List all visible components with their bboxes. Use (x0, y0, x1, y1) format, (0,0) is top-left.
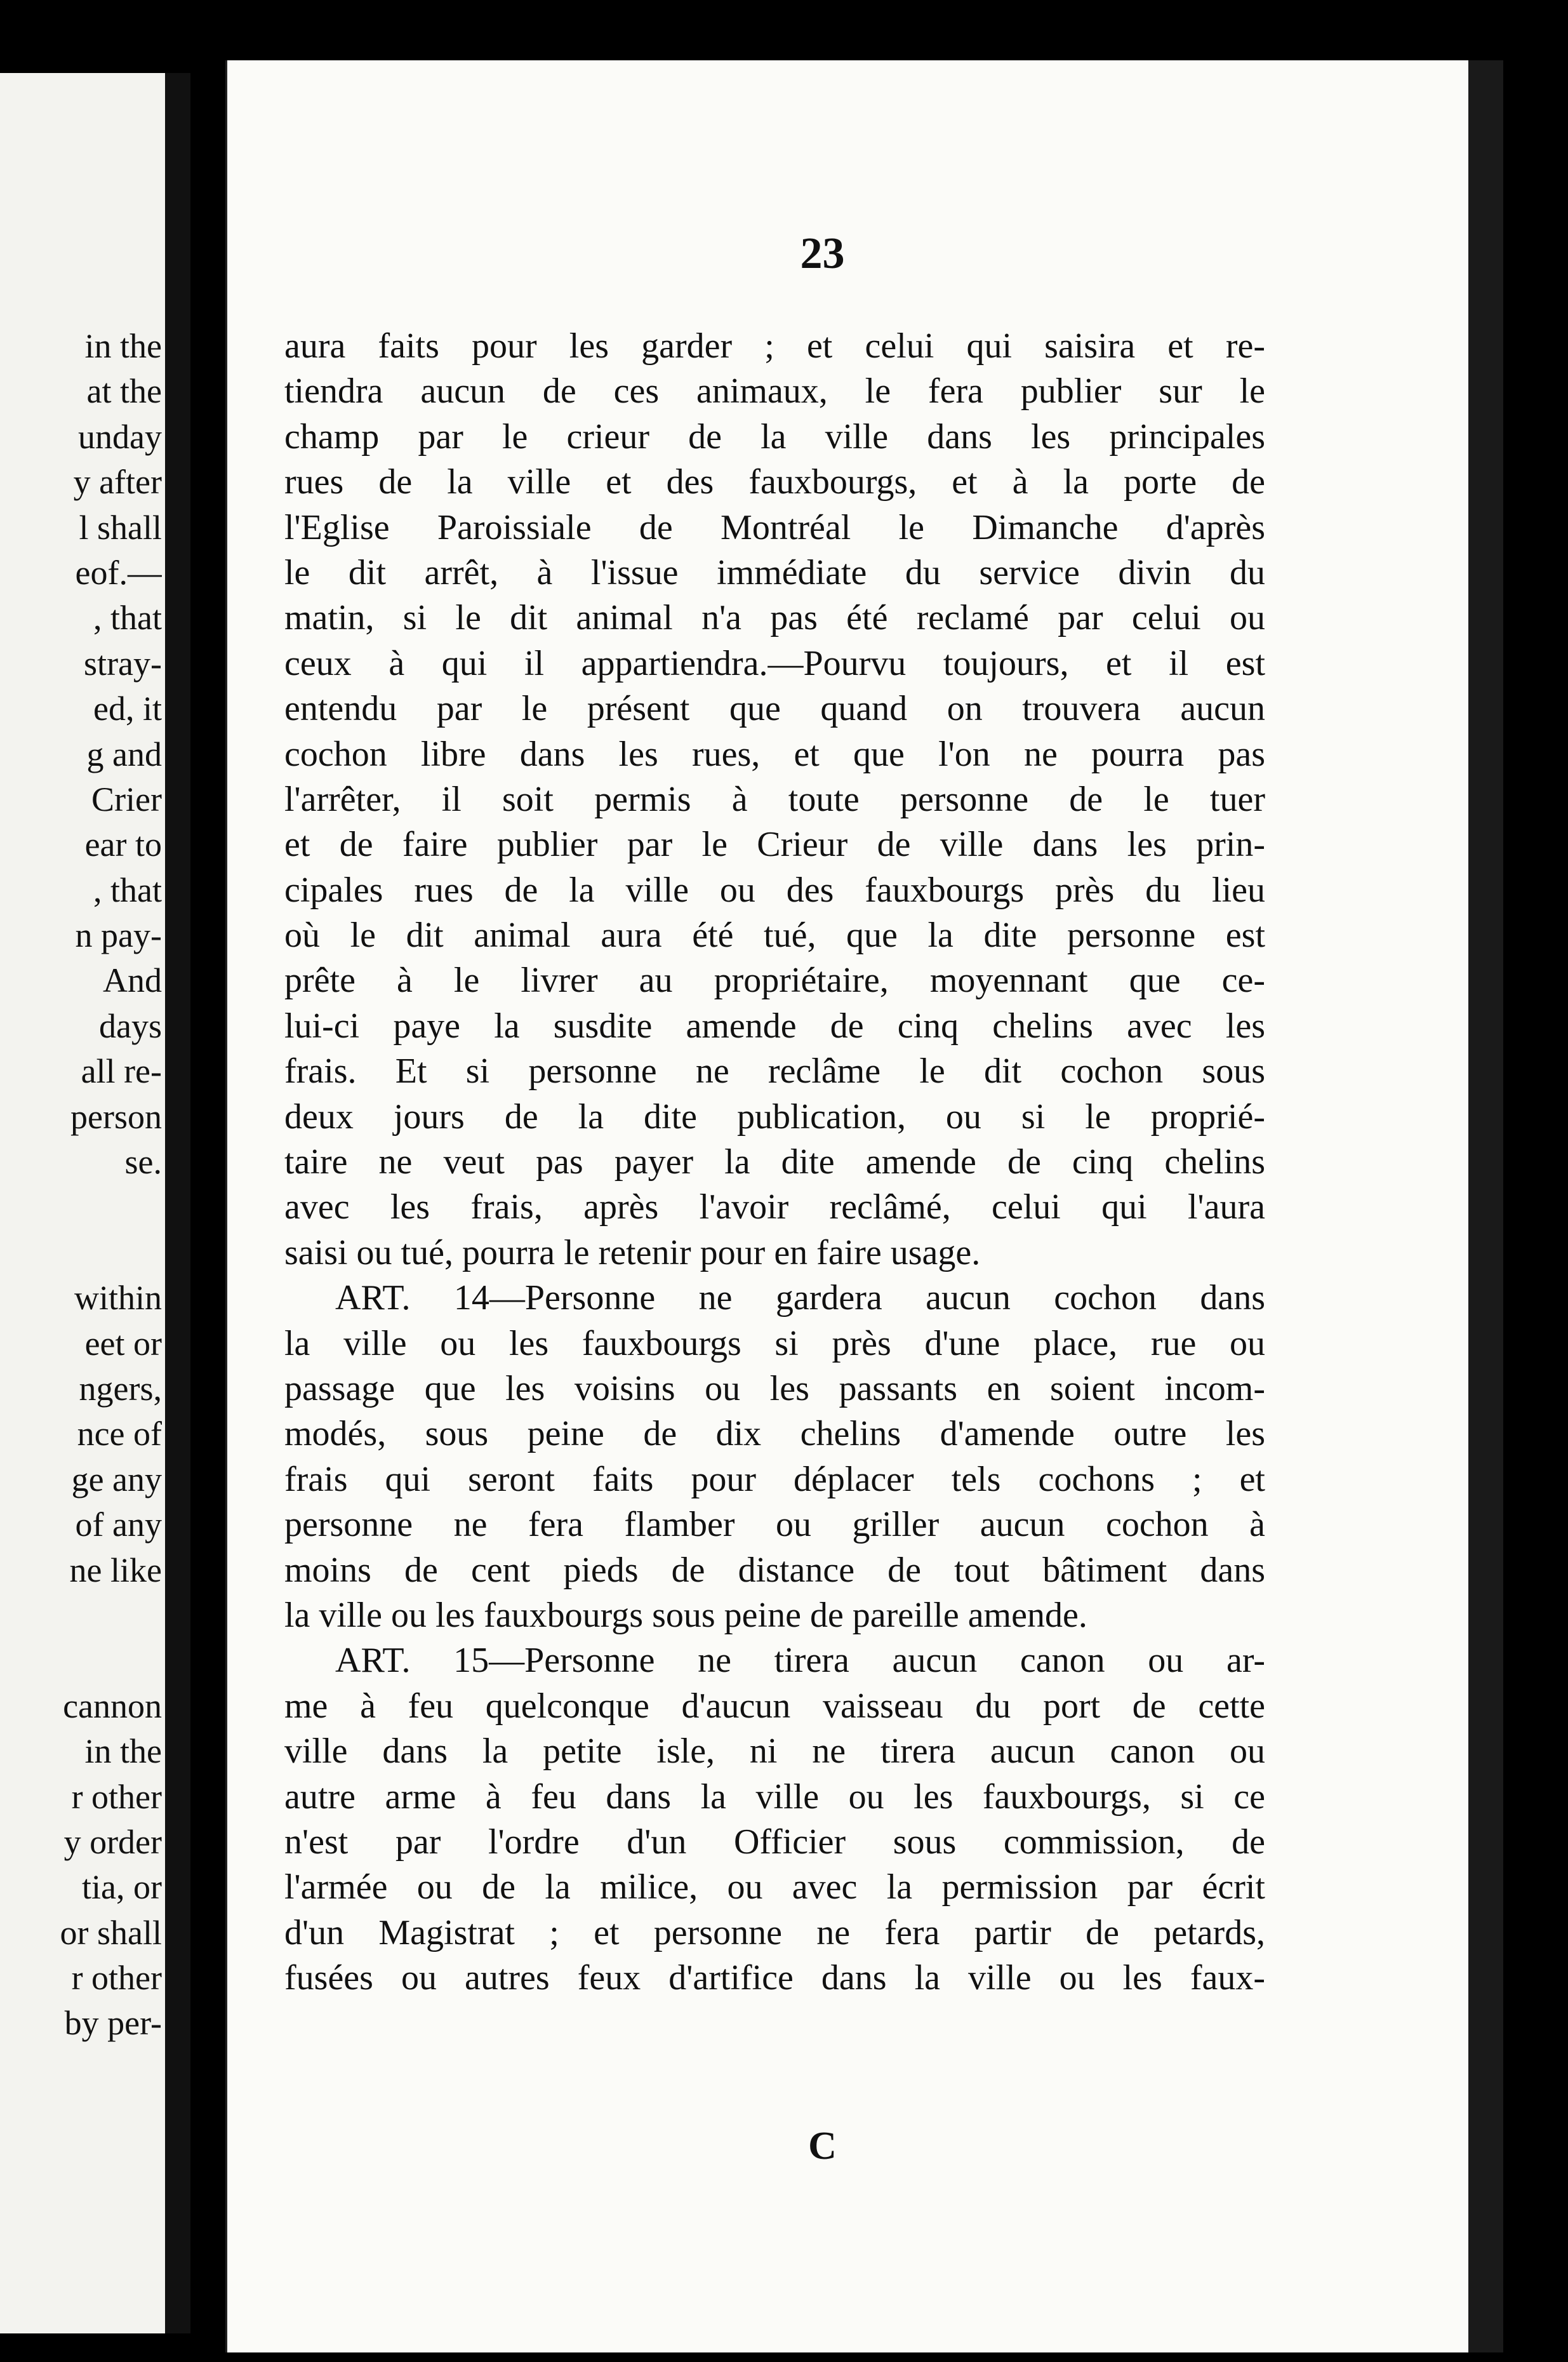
left-line: , that (93, 599, 162, 637)
left-line: l shall (79, 508, 162, 547)
text-line: deux jours de la dite publication, ou si le proprié- (284, 1097, 1265, 1137)
text-line: où le dit animal aura été tué, que la dite personne est (284, 916, 1265, 956)
current-page (225, 60, 1468, 2352)
text-line: et de faire publier par le Crieur de ville dans les prin- (284, 825, 1265, 865)
left-line: all re- (81, 1052, 162, 1091)
text-line: la ville ou les fauxbourgs sous peine de pareille amende. (284, 1595, 1087, 1635)
left-line: r other (71, 1777, 162, 1816)
text-line: saisi ou tué, pourra le retenir pour en faire usage. (284, 1232, 981, 1272)
left-line: cannon (63, 1686, 162, 1725)
text-line: moins de cent pieds de distance de tout bâtiment dans (284, 1550, 1265, 1590)
text-line: matin, si le dit animal n'a pas été reclamé par celui ou (284, 598, 1265, 638)
left-line: by per- (64, 2004, 162, 2043)
text-line: l'armée ou de la milice, ou avec la permission par écrit (284, 1867, 1265, 1907)
text-line: fusées ou autres feux d'artifice dans la ville ou les faux- (284, 1958, 1265, 1998)
left-line (0, 1231, 162, 1276)
text-line: ceux à qui il appartiendra.—Pourvu toujours, et il est (284, 643, 1265, 683)
text-line: rues de la ville et des fauxbourgs, et à la porte de (284, 462, 1265, 502)
text-line: champ par le crieur de la ville dans les principales (284, 417, 1265, 457)
text-line: autre arme à feu dans la ville ou les fauxbourgs, si ce (284, 1777, 1265, 1817)
text-line: modés, sous peine de dix chelins d'amende outre les (284, 1414, 1265, 1454)
text-line: ART. 14—Personne ne gardera aucun cochon dans (335, 1278, 1265, 1318)
left-line: eet or (84, 1324, 162, 1363)
text-line: le dit arrêt, à l'issue immédiate du service divin du (284, 552, 1265, 592)
left-line: , that (93, 871, 162, 909)
text-line: frais qui seront faits pour déplacer tels cochons ; et (284, 1459, 1265, 1499)
left-line: ge any (71, 1460, 162, 1498)
text-line: frais. Et si personne ne reclâme le dit cochon sous (284, 1051, 1265, 1091)
text-line: personne ne fera flamber ou griller aucun cochon à (284, 1505, 1265, 1545)
left-line: se. (124, 1143, 162, 1182)
text-line: passage que les voisins ou les passants en soient incom- (284, 1368, 1265, 1408)
text-line: l'Eglise Paroissiale de Montréal le Dimanche d'après (284, 507, 1265, 547)
book-spine (165, 73, 190, 2333)
text-line: ville dans la petite isle, ni ne tirera aucun canon ou (284, 1731, 1265, 1771)
left-line: tia, or (82, 1868, 162, 1907)
page-edge (1468, 60, 1503, 2352)
body-text (284, 324, 1265, 2001)
text-line: cochon libre dans les rues, et que l'on ne pourra pas (284, 734, 1265, 774)
text-line: l'arrêter, il soit permis à toute personne de le tuer (284, 779, 1265, 819)
left-line: in the (84, 327, 162, 365)
text-line: aura faits pour les garder ; et celui qui saisira et re- (284, 326, 1265, 366)
left-line: nce of (77, 1415, 162, 1453)
text-line: n'est par l'ordre d'un Officier sous commission, de (284, 1822, 1265, 1862)
left-line: ear to (84, 825, 162, 864)
text-line: avec les frais, après l'avoir reclâmé, celui qui l'aura (284, 1187, 1265, 1227)
left-line (0, 1593, 162, 1638)
left-line: ed, it (93, 690, 162, 728)
left-line: g and (86, 735, 162, 773)
left-line (0, 1185, 162, 1230)
left-line: within (74, 1279, 162, 1318)
left-line: And (103, 961, 162, 1000)
left-line: ngers, (79, 1369, 162, 1408)
text-line: cipales rues de la ville ou des fauxbourgs près du lieu (284, 870, 1265, 910)
text-line: la ville ou les fauxbourgs si près d'une place, rue ou (284, 1323, 1265, 1363)
left-line: ne like (69, 1551, 162, 1589)
previous-page-text (0, 324, 162, 2046)
text-line: tiendra aucun de ces animaux, le fera publier sur le (284, 371, 1265, 411)
signature-mark: C (808, 2125, 837, 2168)
left-line: person (70, 1097, 162, 1136)
left-line: of any (75, 1505, 162, 1544)
text-line: prête à le livrer au propriétaire, moyennant que ce- (284, 961, 1265, 1001)
text-line: lui-ci paye la susdite amende de cinq chelins avec les (284, 1006, 1265, 1046)
left-line: days (99, 1006, 162, 1045)
text-line: d'un Magistrat ; et personne ne fera partir de petards, (284, 1912, 1265, 1952)
left-line: at the (86, 372, 162, 411)
left-line: Crier (91, 780, 162, 818)
page-number: 23 (800, 229, 845, 278)
previous-page-fragment (0, 73, 190, 2333)
left-line: or shall (60, 1913, 162, 1952)
left-line: in the (84, 1732, 162, 1771)
left-line: stray- (84, 644, 162, 683)
left-line: unday (78, 417, 162, 456)
left-line (0, 1638, 162, 1683)
left-line: y after (73, 463, 162, 502)
text-line: ART. 15—Personne ne tirera aucun canon ou ar- (335, 1641, 1265, 1681)
left-line: eof.— (75, 553, 162, 592)
text-line: taire ne veut pas payer la dite amende de cinq chelins (284, 1142, 1265, 1182)
left-line: r other (71, 1959, 162, 1998)
text-line: me à feu quelconque d'aucun vaisseau du port de cette (284, 1686, 1265, 1726)
left-line: n pay- (75, 916, 162, 955)
text-line: entendu par le présent que quand on trouvera aucun (284, 689, 1265, 729)
left-line: y order (63, 1822, 162, 1861)
